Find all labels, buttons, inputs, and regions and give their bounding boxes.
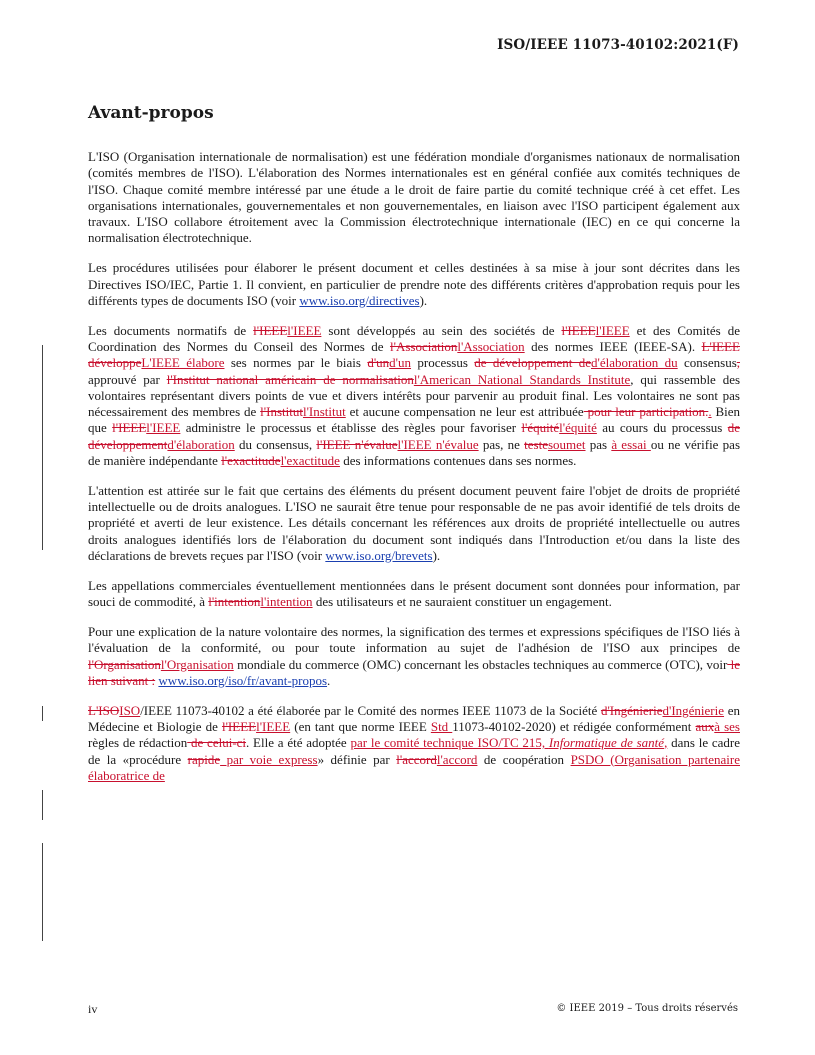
inserted-text: l'équité — [559, 420, 597, 436]
inserted-text: par voie express — [220, 751, 318, 767]
text-run: ou ne vérifie pas de manière indépendante — [88, 436, 741, 469]
inserted-text: l'exactitude — [280, 453, 340, 469]
text-run: processus — [411, 355, 475, 371]
inserted-text: d'un — [389, 355, 412, 371]
inserted-text: Informatique de santé — [548, 735, 665, 751]
text-run: et des Comités de Coordination des Normes du Conseil des Normes de — [88, 322, 740, 354]
text-run: sont développés au sein des sociétés de — [321, 322, 562, 338]
page-number: iv — [88, 1002, 98, 1016]
inserted-text: à essai — [611, 436, 651, 452]
text-run: 11073-40102-2020) et rédigée conformément — [452, 718, 696, 734]
inserted-text: l'intention — [260, 594, 313, 610]
deleted-text: aux — [695, 718, 715, 734]
inserted-text: l'IEEE — [256, 718, 291, 734]
text-run: Pour une explication de la nature volontaire des normes, la signification des termes et expressions spécifiques de l'ISO liés à l'évaluation de la conformité, ou pour toute information au sujet de l'adhésion de l'ISO aux principes de — [88, 623, 740, 656]
text-run: (en tant que norme IEEE — [290, 718, 431, 734]
change-bar — [42, 790, 43, 820]
inserted-text: ISO — [119, 702, 141, 718]
inserted-text: l'Association — [457, 338, 525, 354]
deleted-text: l'IEEE — [561, 322, 596, 338]
change-bar — [42, 706, 43, 721]
document-reference: ISO/IEEE 11073-40102:2021(F) — [497, 37, 739, 53]
foreword-body — [88, 149, 740, 798]
deleted-text: l'Organisation — [88, 656, 161, 672]
deleted-text: l'Institut — [260, 404, 303, 420]
deleted-text: L'IEEE développe — [88, 338, 740, 371]
deleted-text: L'ISO — [88, 702, 120, 718]
inserted-text: l'Organisation — [160, 656, 234, 672]
text-run: mondiale du commerce (OMC) concernant les obstacles techniques au commerce (OTC), voir — [233, 656, 728, 672]
deleted-text: l'IEEE — [221, 718, 257, 734]
deleted-text: l'Institut national américain de normalisation — [166, 371, 414, 387]
text-run: administre le processus et établisse des règles pour favoriser — [180, 420, 522, 436]
paragraph-voluntary-nature — [88, 624, 740, 689]
inserted-text: l'accord — [436, 751, 478, 767]
text-run: règles de rédaction — [88, 735, 188, 751]
text-run: en Médecine et Biologie de — [88, 702, 740, 734]
text-run: pas — [585, 436, 612, 452]
inserted-text: à ses — [714, 718, 740, 734]
inserted-text: d'élaboration du — [590, 355, 678, 371]
page-title: Avant-propos — [88, 103, 214, 123]
inserted-text: d'élaboration — [167, 436, 235, 452]
foreword-link[interactable]: www.iso.org/iso/fr/avant-propos — [158, 672, 328, 688]
text-run: Les appellations commerciales éventuellement mentionnées dans le présent document sont données pour information, par souci de commodité, à — [88, 577, 740, 610]
text-run: » définie par — [317, 751, 397, 767]
patents-link[interactable]: www.iso.org/brevets — [325, 548, 433, 564]
deleted-text: l'intention — [208, 594, 261, 610]
paragraph-iso-intro: L'ISO (Organisation internationale de normalisation) est une fédération mondiale d'organismes nationaux de normalisation (comités membres de l'ISO). L'élaboration des Normes internationales est en général confiée aux comités techniques de l'ISO. Chaque comité membre intéressé par une étude a le droit de faire partie du comité technique créé à cet effet. Les organisations internationales, gouvernementales et non gouvernementales, en liaison avec l'ISO participent également aux travaux. L'ISO collabore étroitement avec la Commission électrotechnique internationale (IEC) en ce qui concerne la normalisation électrotechnique. — [88, 149, 740, 246]
deleted-text: l'accord — [396, 751, 437, 767]
deleted-text: l'Association — [389, 338, 458, 354]
deleted-text: de développement de — [474, 355, 591, 371]
text-run: pas, ne — [478, 436, 525, 452]
text-run: . — [327, 672, 331, 688]
text-run: ). — [419, 292, 428, 308]
deleted-text: rapide — [187, 751, 221, 767]
paragraph-committee — [88, 703, 740, 784]
deleted-text: l'IEEE n'évalue — [316, 436, 398, 452]
deleted-text: , — [736, 355, 740, 371]
inserted-text: d'Ingénierie — [662, 702, 725, 718]
paragraph-trade-names — [88, 578, 740, 611]
text-run: dans le cadre de la «procédure — [88, 735, 741, 767]
inserted-text: l'IEEE — [146, 420, 181, 436]
deleted-text: teste — [524, 436, 548, 452]
text-run: ses normes par le biais — [224, 355, 368, 371]
text-run: et aucune compensation ne leur est attribuée — [345, 404, 584, 420]
inserted-text: l'IEEE n'évalue — [397, 436, 479, 452]
text-run: /IEEE 11073-40102 a été élaborée par le Comité des normes IEEE 11073 de la Société — [140, 702, 601, 718]
text-run: des normes IEEE (IEEE-SA). — [524, 338, 702, 354]
text-run: des informations contenues dans ses normes. — [339, 453, 577, 469]
deleted-text: l'IEEE — [253, 322, 288, 338]
deleted-text: l'IEEE — [112, 420, 147, 436]
text-run: approuvé par — [88, 371, 167, 387]
text-run: Bien que — [88, 404, 741, 436]
change-bar — [42, 345, 43, 550]
text-run: L'attention est attirée sur le fait que certains des éléments du présent document peuvent faire l'objet de droits de propriété intellectuelle ou de droits analogues. L'ISO ne saurait être tenue pour responsable de ne pas avoir identifié de tels droits de propriété et averti de leur existence. Les détails concernant les références aux droits de propriété intellectuelle ou autres droits analogues identifiés lors de l'élaboration du document sont indiqués dans l'Introduction et/ou dans la liste des déclarations de brevets reçues par l'ISO (voir — [88, 482, 740, 564]
inserted-text: par le comité technique ISO/TC 215, — [350, 735, 549, 751]
text-run: au cours du processus — [596, 420, 728, 436]
text-run: des utilisateurs et ne sauraient constituer un engagement. — [312, 594, 612, 610]
paragraph-ieee-process — [88, 323, 740, 470]
deleted-text: d'un — [367, 355, 390, 371]
inserted-text: l'IEEE — [287, 322, 322, 338]
inserted-text: L'IEEE élabore — [141, 355, 225, 371]
inserted-text: PSDO (Organisation partenaire élaboratrice de — [88, 751, 740, 783]
text-run: du consensus, — [234, 436, 317, 452]
inserted-text: , — [664, 735, 668, 751]
paragraph-patents — [88, 483, 740, 564]
text-run: consensus — [677, 355, 737, 371]
text-run: Les procédures utilisées pour élaborer le présent document et celles destinées à sa mise à jour sont décrites dans les Directives ISO/IEC, Partie 1. Il convient, en particulier de prendre note des différents critères d'approbation requis pour les différents types de documents ISO (voir — [88, 260, 740, 308]
deleted-text: de celui-ci — [187, 735, 247, 751]
deleted-text: l'équité — [521, 420, 560, 436]
text-run: de coopération — [477, 751, 571, 767]
inserted-text: l'IEEE — [595, 322, 630, 338]
deleted-text: de développement — [88, 420, 740, 452]
text-run: ). — [432, 548, 441, 564]
deleted-text: le lien suivant : — [88, 656, 740, 688]
deleted-text: l'exactitude — [221, 453, 281, 469]
deleted-text: d'Ingénierie — [600, 702, 663, 718]
inserted-text: . — [708, 404, 712, 420]
text-run: , qui rassemble des volontaires représentant divers points de vue et divers intérêts pour parvenir au produit final. Les volontaires ne sont pas nécessairement des membres de — [88, 371, 741, 420]
change-bar — [42, 843, 43, 941]
directives-link[interactable]: www.iso.org/directives — [299, 292, 420, 308]
copyright-notice: © IEEE 2019 – Tous droits réservés — [556, 1003, 738, 1014]
text-run: . Elle a été adoptée — [246, 735, 351, 751]
inserted-text: l'Institut — [302, 404, 346, 420]
inserted-text: soumet — [547, 436, 586, 452]
deleted-text: pour leur participation. — [583, 404, 709, 420]
inserted-text: Std — [430, 718, 453, 734]
text-run: Les documents normatifs de — [88, 322, 254, 338]
inserted-text: l'American National Standards Institute — [413, 371, 631, 387]
paragraph-procedures — [88, 260, 740, 309]
